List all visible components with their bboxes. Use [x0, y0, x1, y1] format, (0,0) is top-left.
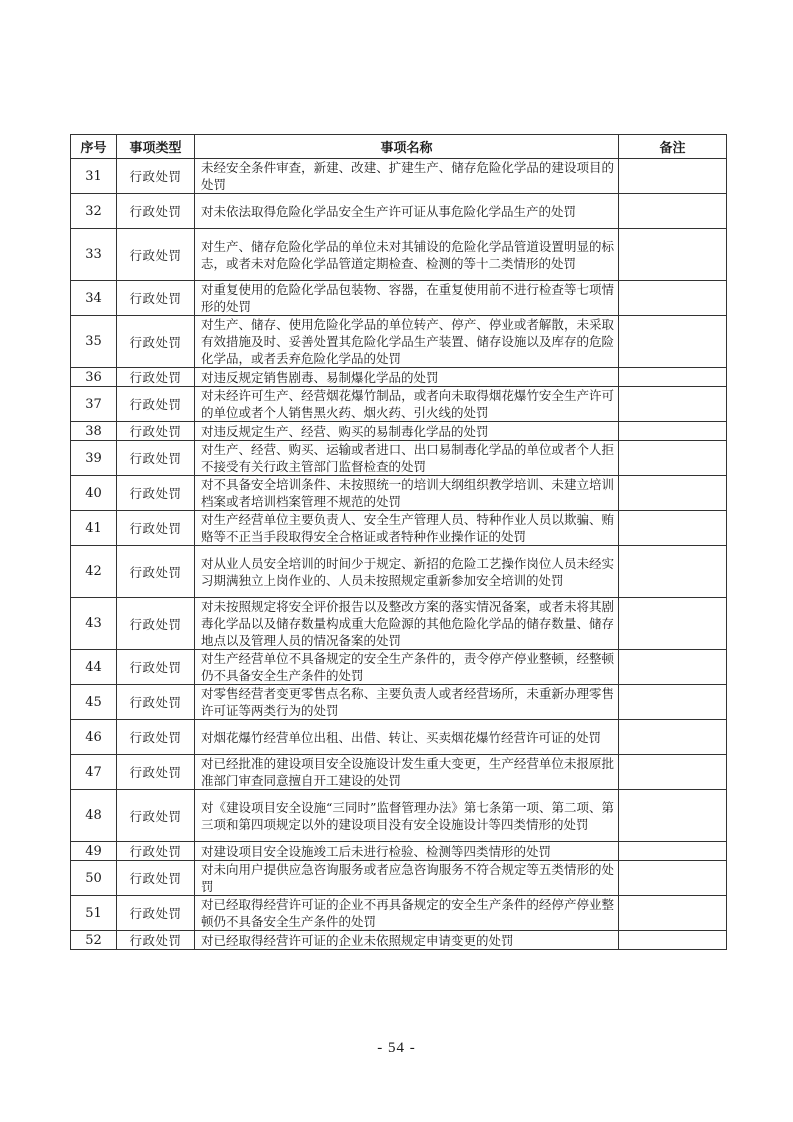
row-no: 31 [71, 159, 117, 194]
row-no: 39 [71, 441, 117, 476]
row-remark [619, 441, 727, 476]
row-remark [619, 598, 727, 650]
row-type: 行政处罚 [117, 316, 195, 368]
table-header-row [71, 135, 727, 159]
row-no: 49 [71, 842, 117, 861]
row-remark [619, 755, 727, 790]
table-row [71, 159, 727, 194]
row-remark [619, 790, 727, 842]
row-no: 43 [71, 598, 117, 650]
row-type: 行政处罚 [117, 229, 195, 281]
row-type: 行政处罚 [117, 511, 195, 546]
row-name: 对重复使用的危险化学品包装物、容器，在重复使用前不进行检查等七项情形的处罚 [195, 281, 619, 316]
row-type: 行政处罚 [117, 546, 195, 598]
table-row [71, 861, 727, 896]
row-remark [619, 229, 727, 281]
row-name: 对从业人员安全培训的时间少于规定、新招的危险工艺操作岗位人员未经实习期满独立上岗作业的、人员未按照规定重新参加安全培训的处罚 [195, 546, 619, 598]
row-name: 对已经批准的建设项目安全设施设计发生重大变更，生产经营单位未报原批准部门审查同意擅自开工建设的处罚 [195, 755, 619, 790]
row-remark [619, 316, 727, 368]
row-remark [619, 476, 727, 511]
row-name: 对生产经营单位不具备规定的安全生产条件的，责令停产停业整顿，经整顿仍不具备安全生产条件的处罚 [195, 650, 619, 685]
row-no: 46 [71, 720, 117, 755]
table-row [71, 842, 727, 861]
row-name: 对未向用户提供应急咨询服务或者应急咨询服务不符合规定等五类情形的处罚 [195, 861, 619, 896]
row-name: 对已经取得经营许可证的企业不再具备规定的安全生产条件的经停产停业整顿仍不具备安全生产条件的处罚 [195, 896, 619, 931]
row-remark [619, 194, 727, 229]
row-no: 41 [71, 511, 117, 546]
row-type: 行政处罚 [117, 861, 195, 896]
table-row [71, 685, 727, 720]
row-remark [619, 896, 727, 931]
row-type: 行政处罚 [117, 755, 195, 790]
table-row [71, 281, 727, 316]
row-type: 行政处罚 [117, 281, 195, 316]
table-row [71, 441, 727, 476]
row-remark [619, 368, 727, 387]
table-row [71, 194, 727, 229]
enforcement-items-table [70, 134, 727, 950]
row-type: 行政处罚 [117, 368, 195, 387]
row-no: 33 [71, 229, 117, 281]
row-name: 未经安全条件审查，新建、改建、扩建生产、储存危险化学品的建设项目的处罚 [195, 159, 619, 194]
table-row [71, 755, 727, 790]
row-remark [619, 281, 727, 316]
row-remark [619, 842, 727, 861]
row-no: 38 [71, 422, 117, 441]
header-remark: 备注 [619, 135, 727, 159]
table-row [71, 422, 727, 441]
row-no: 37 [71, 387, 117, 422]
table-row [71, 368, 727, 387]
header-no: 序号 [71, 135, 117, 159]
row-name: 对生产、储存、使用危险化学品的单位转产、停产、停业或者解散，未采取有效措施及时、妥善处置其危险化学品生产装置、储存设施以及库存的危险化学品，或者丢弃危险化学品的处罚 [195, 316, 619, 368]
row-type: 行政处罚 [117, 387, 195, 422]
row-type: 行政处罚 [117, 441, 195, 476]
row-type: 行政处罚 [117, 194, 195, 229]
row-name: 对未依法取得危险化学品安全生产许可证从事危险化学品生产的处罚 [195, 194, 619, 229]
header-type: 事项类型 [117, 135, 195, 159]
row-no: 48 [71, 790, 117, 842]
row-remark [619, 650, 727, 685]
table-row [71, 546, 727, 598]
row-no: 34 [71, 281, 117, 316]
table-row [71, 931, 727, 950]
page-number: - 54 - [377, 1040, 416, 1056]
row-name: 对生产、经营、购买、运输或者进口、出口易制毒化学品的单位或者个人拒不接受有关行政主管部门监督检查的处罚 [195, 441, 619, 476]
row-type: 行政处罚 [117, 476, 195, 511]
row-name: 对烟花爆竹经营单位出租、出借、转让、买卖烟花爆竹经营许可证的处罚 [195, 720, 619, 755]
table-row [71, 650, 727, 685]
row-name: 对违反规定生产、经营、购买的易制毒化学品的处罚 [195, 422, 619, 441]
row-remark [619, 422, 727, 441]
row-name: 对建设项目安全设施竣工后未进行检验、检测等四类情形的处罚 [195, 842, 619, 861]
row-no: 45 [71, 685, 117, 720]
row-remark [619, 511, 727, 546]
row-type: 行政处罚 [117, 790, 195, 842]
row-type: 行政处罚 [117, 159, 195, 194]
table-row [71, 316, 727, 368]
row-remark [619, 685, 727, 720]
table-row [71, 229, 727, 281]
row-type: 行政处罚 [117, 422, 195, 441]
row-name: 对零售经营者变更零售点名称、主要负责人或者经营场所，未重新办理零售许可证等两类行为的处罚 [195, 685, 619, 720]
table-row [71, 598, 727, 650]
row-type: 行政处罚 [117, 685, 195, 720]
row-type: 行政处罚 [117, 650, 195, 685]
row-remark [619, 546, 727, 598]
row-no: 47 [71, 755, 117, 790]
row-no: 44 [71, 650, 117, 685]
row-type: 行政处罚 [117, 598, 195, 650]
table-row [71, 387, 727, 422]
row-no: 40 [71, 476, 117, 511]
row-remark [619, 931, 727, 950]
row-remark [619, 159, 727, 194]
row-name: 对不具备安全培训条件、未按照统一的培训大纲组织教学培训、未建立培训档案或者培训档案管理不规范的处罚 [195, 476, 619, 511]
row-name: 对未按照规定将安全评价报告以及整改方案的落实情况备案，或者未将其剧毒化学品以及储存数量构成重大危险源的其他危险化学品的储存数量、储存地点以及管理人员的情况备案的处罚 [195, 598, 619, 650]
row-no: 35 [71, 316, 117, 368]
table-row [71, 511, 727, 546]
row-remark [619, 387, 727, 422]
row-name: 对《建设项目安全设施“三同时”监督管理办法》第七条第一项、第二项、第三项和第四项规定以外的建设项目没有安全设施设计等四类情形的处罚 [195, 790, 619, 842]
table-row [71, 896, 727, 931]
row-no: 36 [71, 368, 117, 387]
row-name: 对未经许可生产、经营烟花爆竹制品，或者向未取得烟花爆竹安全生产许可的单位或者个人销售黑火药、烟火药、引火线的处罚 [195, 387, 619, 422]
table-row [71, 476, 727, 511]
row-type: 行政处罚 [117, 931, 195, 950]
table-row [71, 790, 727, 842]
row-name: 对生产、储存危险化学品的单位未对其铺设的危险化学品管道设置明显的标志，或者未对危险化学品管道定期检查、检测的等十二类情形的处罚 [195, 229, 619, 281]
row-no: 32 [71, 194, 117, 229]
row-name: 对生产经营单位主要负责人、安全生产管理人员、特种作业人员以欺骗、贿赂等不正当手段取得安全合格证或者特种作业操作证的处罚 [195, 511, 619, 546]
row-type: 行政处罚 [117, 842, 195, 861]
header-name: 事项名称 [195, 135, 619, 159]
row-no: 52 [71, 931, 117, 950]
row-type: 行政处罚 [117, 896, 195, 931]
row-no: 50 [71, 861, 117, 896]
row-remark [619, 861, 727, 896]
row-name: 对已经取得经营许可证的企业未依照规定申请变更的处罚 [195, 931, 619, 950]
row-name: 对违反规定销售剧毒、易制爆化学品的处罚 [195, 368, 619, 387]
row-remark [619, 720, 727, 755]
row-type: 行政处罚 [117, 720, 195, 755]
row-no: 42 [71, 546, 117, 598]
table-row [71, 720, 727, 755]
row-no: 51 [71, 896, 117, 931]
